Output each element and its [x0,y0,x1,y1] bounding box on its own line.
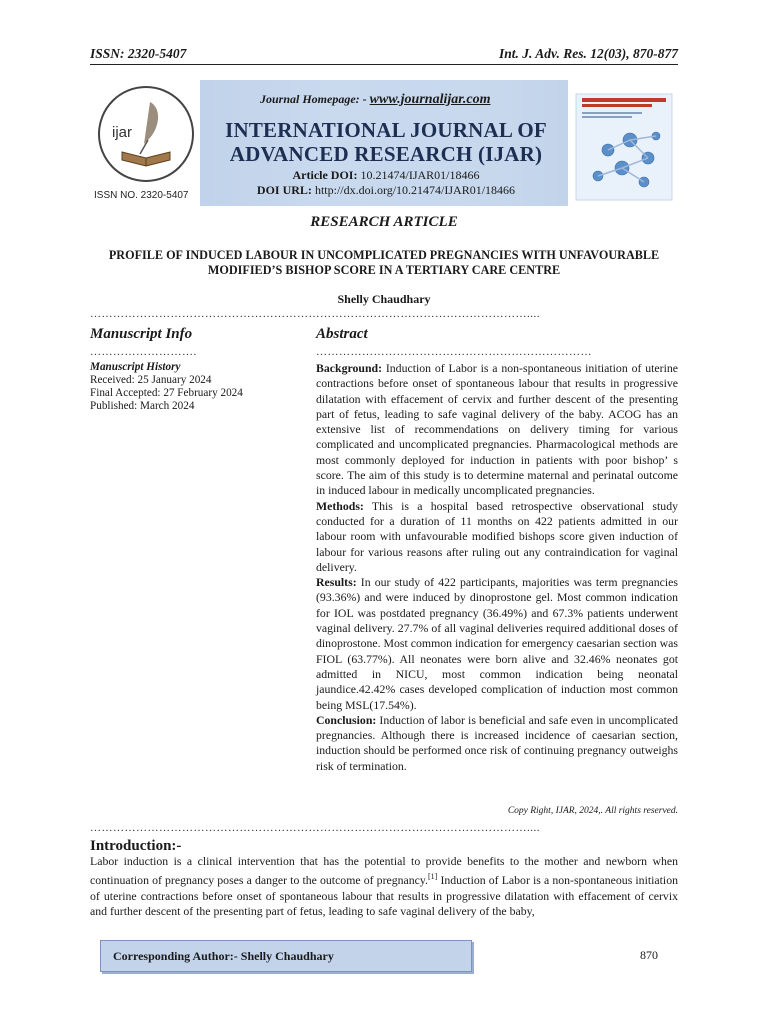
abstract-body [316,361,678,774]
abstract-results: Results: In our study of 422 participants, majorities was term pregnancies (93.36%) and were induced by dinoprostone gel. Most common indication for IOL was postdated pregnancy (36.49%) and 67.3% patients underwent vaginal delivery. 27.7% of all vaginal deliveries required additional doses of dinoprostone. Most common indication for emergency caesarian section was FIOL (63.77%). All neonates were born alive and 32.46% neonates got admitted in NICU, most common indication being neonatal jaundice.42.42% cases developed complication of induction most common being MSL(17.54%). [316,575,678,712]
article-title [90,248,678,278]
introduction-body: Labor induction is a clinical intervention that has the potential to provide benefits to the mother and newborn when continuation of pregnancy poses a danger to the outcome of pregnancy.[1] Induction of Labor is a non-spontaneous initiation of uterine contractions before onset of spontaneous labour that results in progressive dilatation with effacement of cervix and further descent of the presenting part of fetus, leading to safe vaginal delivery of the baby, [90,854,678,918]
corresponding-author-box [100,940,472,972]
copyright-notice: Copy Right, IJAR, 2024,. All rights reserved. [507,806,678,816]
history-received: Received: 25 January 2024 [90,374,212,386]
doi-label: Article DOI: [292,168,358,182]
article-type: RESEARCH ARTICLE [310,214,458,230]
dotted-divider-top: …………………………………………………………………………………………………….... [90,308,540,320]
manuscript-history [90,361,300,413]
journal-homepage [260,92,491,108]
history-label: Manuscript History [90,361,181,373]
journal-cover-image [568,80,678,206]
dotted-divider-left: ………………………. [90,346,197,358]
introduction-heading: Introduction:- [90,838,182,854]
running-header [90,46,678,65]
reference-link[interactable]: [1] [428,872,438,882]
homepage-label: Journal Homepage: - [260,92,367,106]
doi-block [208,168,564,198]
dotted-divider-bottom: …………………………………………………………………………………………………….... [90,822,540,834]
page-number: 870 [640,948,658,962]
dotted-divider-right: ……………………………………………………………… [316,346,592,358]
logo-circle [98,86,194,182]
history-published: Published: March 2024 [90,400,195,412]
journal-title-line1: INTERNATIONAL JOURNAL OF [225,118,547,142]
logo-issn: ISSN NO. 2320-5407 [94,190,189,201]
journal-logo [90,80,200,206]
corresponding-author: Corresponding Author:- Shelly Chaudhary [113,949,334,963]
abstract-heading: Abstract [316,326,368,342]
logo-text: ijar [112,124,133,141]
article-title-line2: MODIFIED’S BISHOP SCORE IN A TERTIARY CARE CENTRE [207,263,561,277]
manuscript-info-heading: Manuscript Info [90,326,193,342]
abstract-methods: Methods: This is a hospital based retrospective observational study conducted for a duration of 11 months on 422 patients admitted in our labour room with unfavourable modified bishops score given induction of labour for various reasons after ruling out any contraindication for vaginal delivery. [316,498,678,574]
journal-title [208,118,564,166]
history-accepted: Final Accepted: 27 February 2024 [90,387,243,399]
molecule-cover-icon [568,80,678,206]
abstract-background: Background: Induction of Labor is a non-spontaneous initiation of uterine contractions before onset of spontaneous labour that results in progressive dilatation with effacement of cervix and further descent of the presenting part of fetus, leading to safe vaginal delivery of the baby. ACOG has an extensive list of recommendations on delivery timing for various complicated and uncomplicated pregnancies. Pharmacological methods are most commonly deployed for induction in patients with poor bishop’ s score. The aim of this study is to determine maternal and perinatal outcome in induced labour in medically uncomplicated pregnancies. [316,361,678,498]
article-author: Shelly Chaudhary [337,292,431,306]
homepage-link[interactable]: www.journalijar.com [369,92,491,107]
header-issn: ISSN: 2320-5407 [90,46,187,61]
article-title-line1: PROFILE OF INDUCED LABOUR IN UNCOMPLICATED PREGNANCIES WITH UNFAVOURABLE [108,248,660,262]
doi-value: 10.21474/IJAR01/18466 [360,168,480,182]
journal-title-line2: ADVANCED RESEARCH (IJAR) [229,142,543,166]
header-citation: Int. J. Adv. Res. 12(03), 870-877 [499,46,678,61]
doi-url-label: DOI URL: [256,183,312,197]
doi-url-link[interactable]: http://dx.doi.org/10.21474/IJAR01/18466 [314,183,516,197]
abstract-conclusion: Conclusion: Induction of labor is beneficial and safe even in uncomplicated pregnancies. Although there is increased incidence of caesarian section, induction should be performed once risk of continuing pregnancy outweighs risk of termination. [316,712,678,773]
